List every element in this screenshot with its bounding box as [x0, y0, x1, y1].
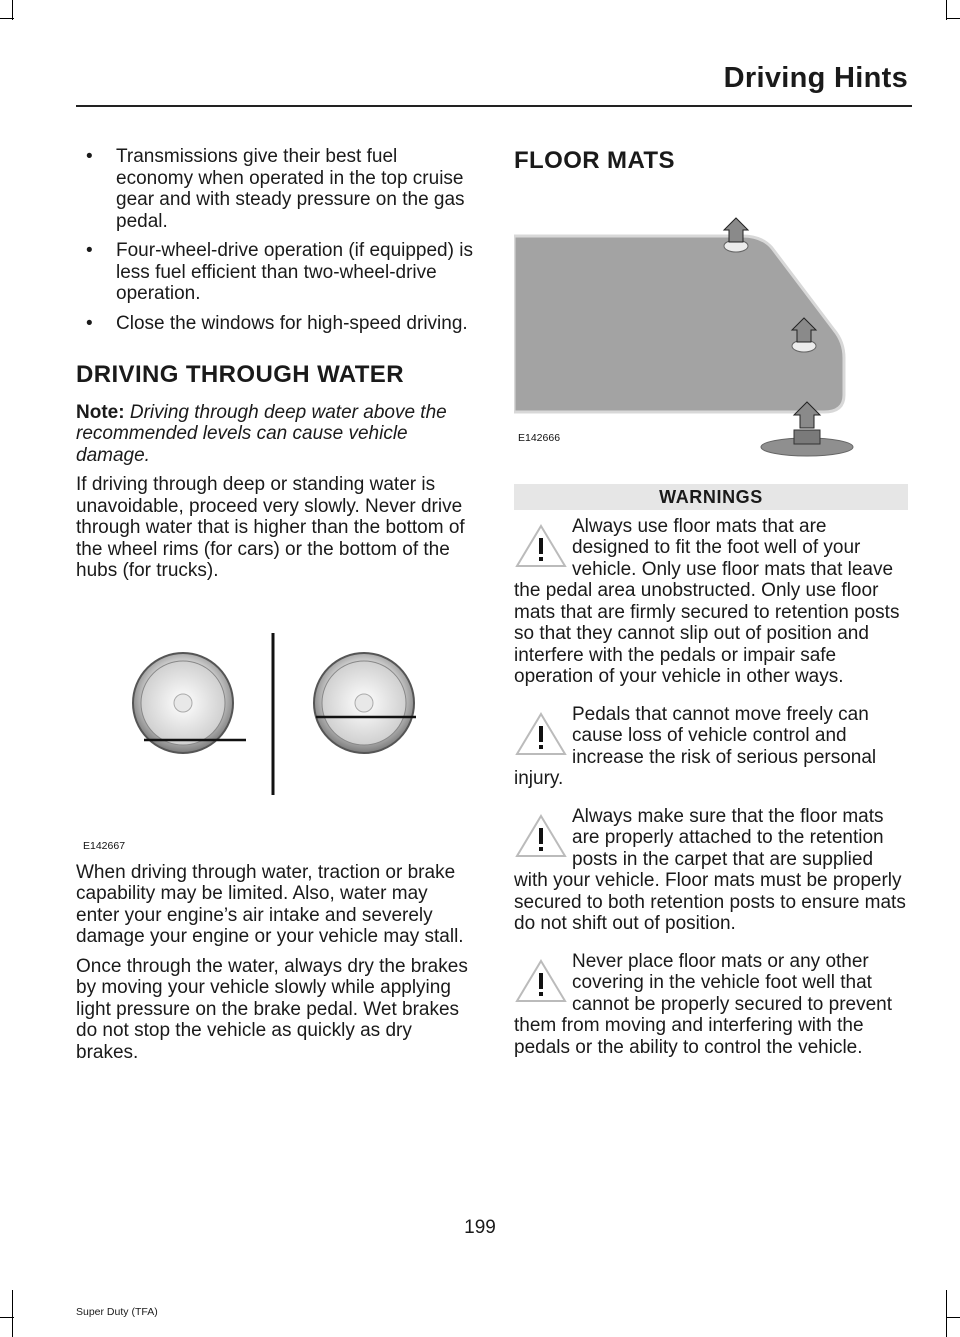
warning-triangle-icon [514, 522, 568, 570]
section-heading-floor-mats: FLOOR MATS [514, 147, 675, 174]
figure-code: E142666 [518, 431, 561, 444]
floor-mat-diagram [514, 180, 908, 460]
warning-item: Pedals that cannot move freely can cause loss of vehicle control and increase the risk of serious personal injury. [514, 703, 877, 789]
header-divider [76, 105, 912, 107]
note-text: Driving through deep water above the recommended levels can cause vehicle damage. [76, 401, 447, 466]
truck-wheel-graphic [314, 653, 416, 753]
fuel-tips-list [76, 146, 476, 334]
figure-code: E142667 [83, 839, 126, 852]
list-item: • Close the windows for high-speed driving. [86, 312, 468, 334]
crop-mark [12, 0, 13, 20]
crop-mark [946, 0, 947, 20]
crop-mark [946, 1317, 960, 1318]
bullet-icon: • [86, 240, 93, 261]
left-column [76, 146, 476, 1071]
warning-item: Never place floor mats or any other covering in the vehicle foot well that cannot be properly secured to prevent them from moving and interfering with the pedals or the ability to control the vehicle. [514, 950, 893, 1058]
paragraph-water-depth: If driving through deep or standing water is unavoidable, proceed very slowly. Never drive through water that is higher than the bottom of the wheel rims (for cars) or the bottom of the hubs (for trucks). [76, 474, 465, 581]
list-item: • Transmissions give their best fuel economy when operated in the top cruise gear and with steady pressure on the gas pedal. [86, 146, 465, 232]
list-item: • Four-wheel-drive operation (if equipped) is less fuel efficient than two-wheel-drive operation. [86, 240, 473, 304]
bullet-icon: • [86, 146, 93, 167]
right-column [514, 146, 908, 1074]
crop-mark [12, 1290, 13, 1337]
bullet-icon: • [86, 312, 93, 334]
warnings-header: WARNINGS [514, 484, 908, 510]
warning-triangle-icon [514, 812, 568, 860]
warning-item: Always use floor mats that are designed to fit the foot well of your vehicle. Only use floor mats that leave the pedal area unobstructed. Only use floor mats that are firmly secured to retention posts so that they cannot slip out of position and interfere with the pedals or impair safe operation of your vehicle in other ways. [514, 515, 900, 687]
floor-mat-shape [514, 236, 844, 412]
footer-model: Super Duty (TFA) [76, 1306, 158, 1318]
crop-mark [946, 1290, 947, 1337]
section-heading-water: DRIVING THROUGH WATER [76, 361, 404, 388]
crop-mark [0, 18, 14, 19]
page-number: 199 [464, 1217, 496, 1238]
wheel-water-level-figure [76, 596, 476, 860]
paragraph-traction: When driving through water, traction or brake capability may be limited. Also, water may enter your engine’s air intake and severely damage your engine or your vehicle may stall. [76, 861, 464, 947]
paragraph-dry-brakes: Once through the water, always dry the brakes by moving your vehicle slowly while applying light pressure on the brake pedal. Wet brakes do not stop the vehicle as quickly as dry brakes. [76, 955, 468, 1063]
warning-triangle-icon [514, 710, 568, 758]
page-title: Driving Hints [723, 62, 908, 94]
note-label: Note: [76, 401, 125, 423]
note [76, 402, 476, 467]
crop-mark [0, 1317, 14, 1318]
wheel-diagram [76, 596, 476, 860]
car-wheel-graphic [133, 653, 246, 753]
floor-mat-figure [514, 180, 908, 460]
crop-mark [946, 18, 960, 19]
warning-triangle-icon [514, 957, 568, 1005]
warning-item: Always make sure that the floor mats are properly attached to the retention posts in the carpet that are supplied with your vehicle. Floor mats must be properly secured to both retention posts to ensure mats do not shift out of position. [514, 805, 906, 934]
